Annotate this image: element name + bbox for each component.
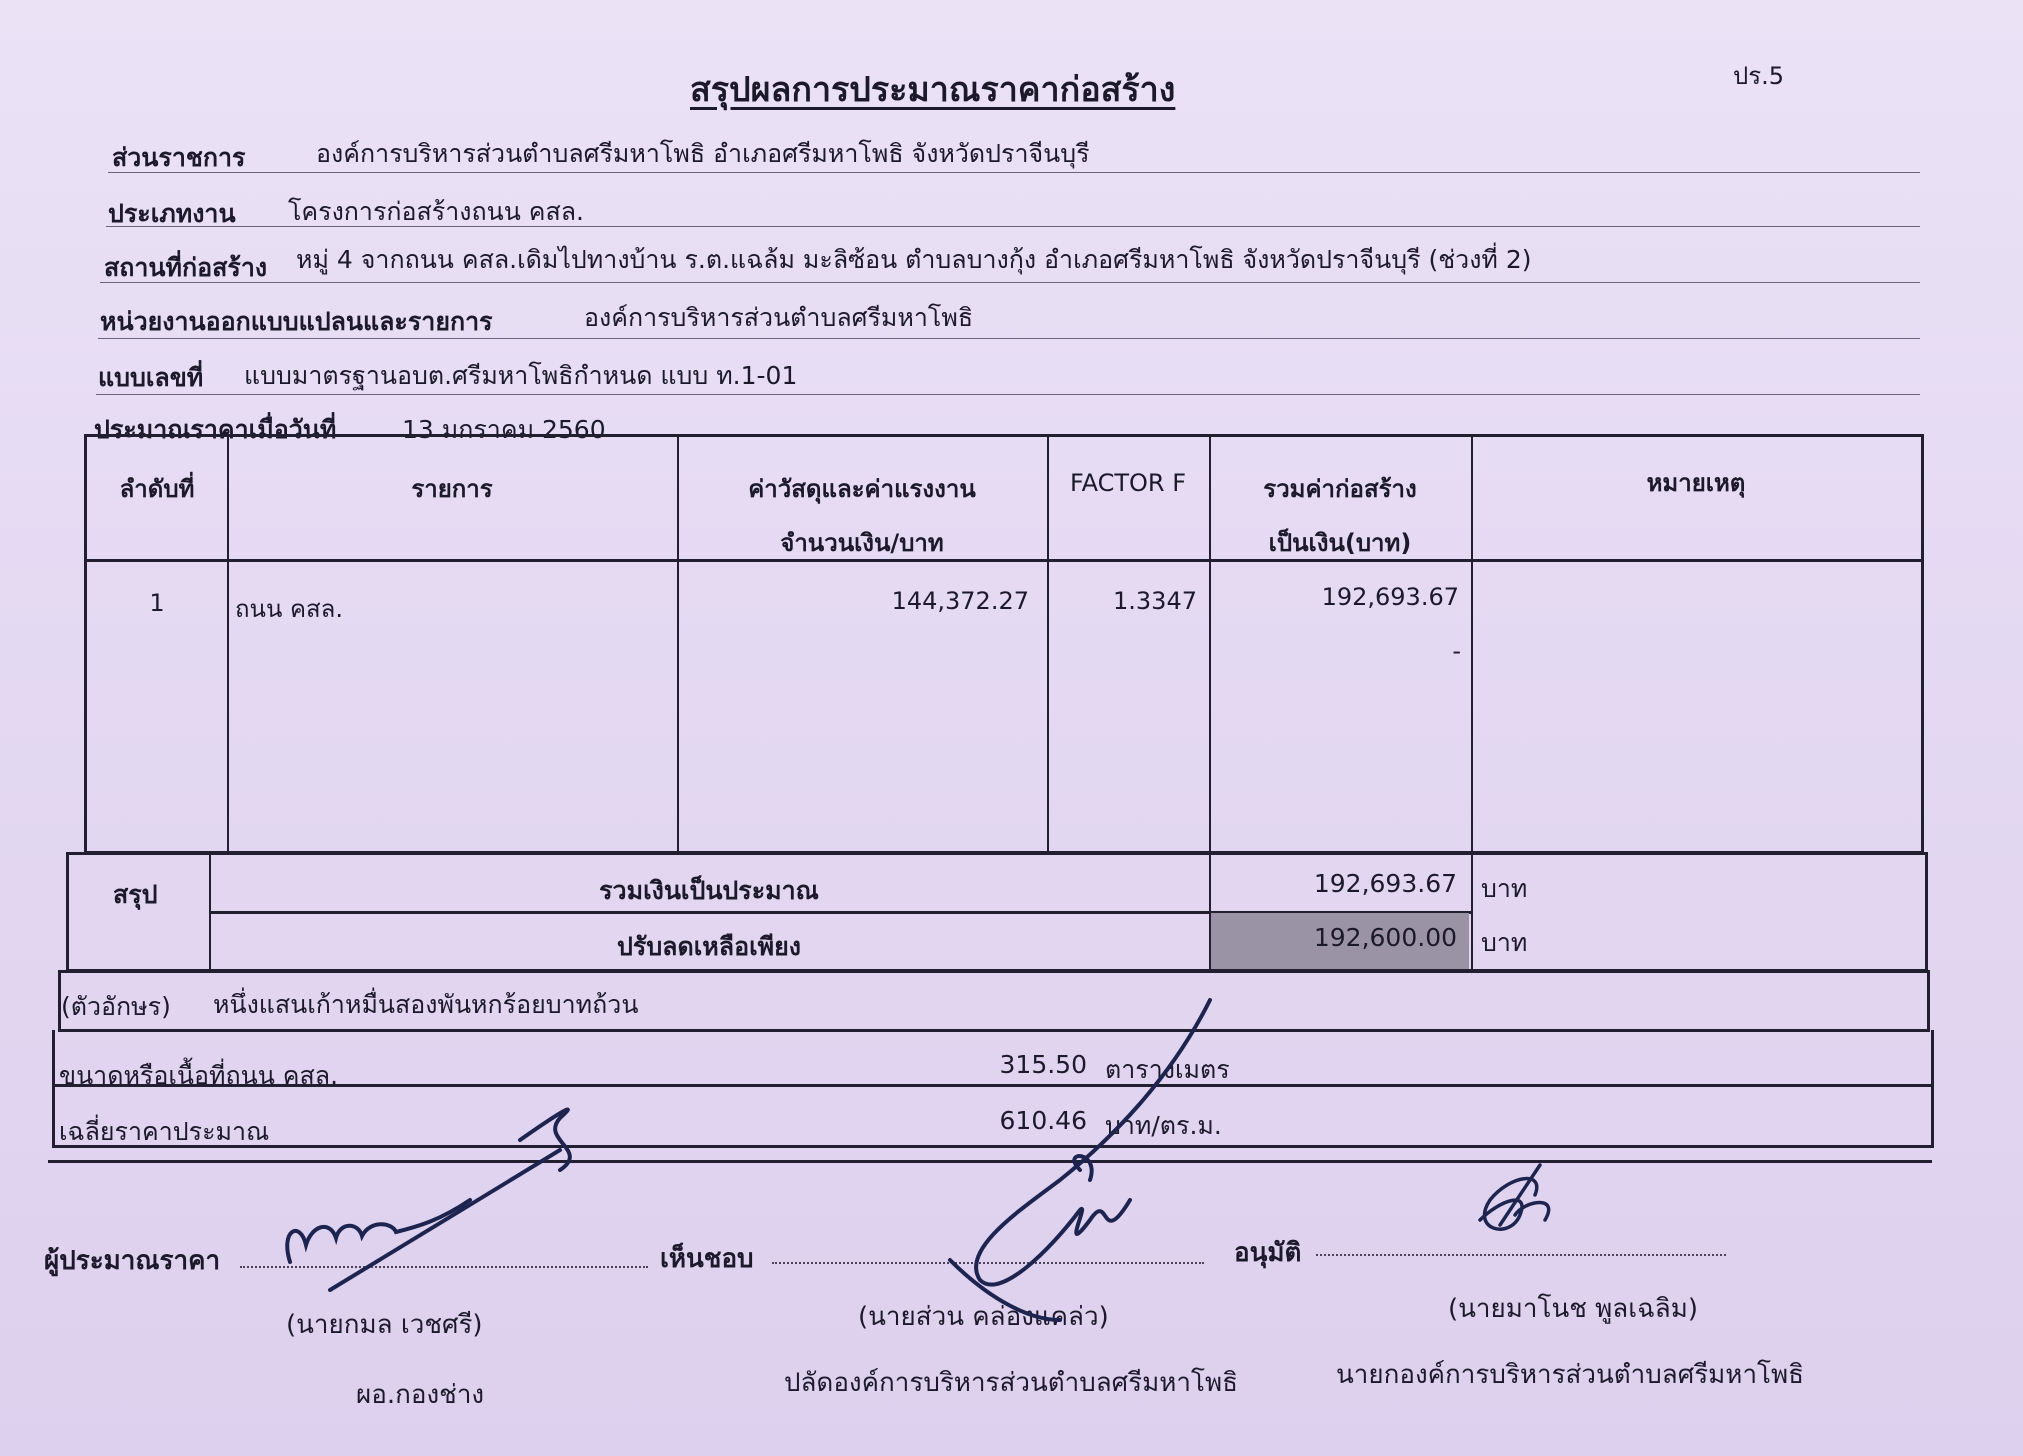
work-type-value: โครงการก่อสร้างถนน คสล. (288, 197, 584, 226)
summary-label: สรุป (113, 880, 158, 909)
area-label: ขนาดหรือเนื้อที่ถนน คสล. (59, 1061, 339, 1090)
average-unit: บาท/ตร.ม. (1105, 1111, 1222, 1140)
endorse-name: (นายส่วน คล่องแคล่ว) (858, 1302, 1109, 1332)
col-header-total-line1: รวมค่าก่อสร้าง (1263, 475, 1417, 503)
sum-value: 192,693.67 (1313, 869, 1457, 898)
average-label: เฉลี่ยราคาประมาณ (59, 1117, 270, 1146)
average-value: 610.46 (999, 1106, 1087, 1135)
estimate-date-value: 13 มกราคม 2560 (402, 415, 606, 444)
approve-signature-scribble (1480, 1165, 1549, 1229)
in-words-label: (ตัวอักษร) (61, 992, 171, 1021)
in-words-value: หนึ่งแสนเก้าหมื่นสองพันหกร้อยบาทถ้วน (213, 990, 639, 1019)
location-label: สถานที่ก่อสร้าง (104, 253, 268, 282)
sum-unit: บาท (1481, 874, 1528, 903)
row-seq: 1 (149, 589, 165, 617)
estimator-label: ผู้ประมาณราคา (44, 1246, 221, 1276)
agency-value: องค์การบริหารส่วนตำบลศรีมหาโพธิ อำเภอศรีมหาโพธิ จังหวัดปราจีนบุรี (316, 139, 1090, 168)
sum-label: รวมเงินเป็นประมาณ (599, 876, 819, 905)
col-header-item: รายการ (411, 475, 493, 503)
designer-value: องค์การบริหารส่วนตำบลศรีมหาโพธิ (584, 303, 974, 332)
location-value: หมู่ 4 จากถนน คสล.เดิมไปทางบ้าน ร.ต.แฉล้ม มะลิซ้อน ตำบลบางกุ้ง อำเภอศรีมหาโพธิ จังหวัดปราจีนบุรี (ช่วงที่ 2) (296, 245, 1532, 274)
endorse-label: เห็นชอบ (660, 1244, 754, 1274)
approve-name: (นายมาโนช พูลเฉลิม) (1448, 1294, 1699, 1324)
col-header-cost-line2: จำนวนเงิน/บาท (780, 529, 944, 557)
design-no-label: แบบเลขที่ (98, 363, 204, 392)
col-header-remark: หมายเหตุ (1646, 469, 1746, 497)
endorse-signature-scribble (950, 1000, 1210, 1320)
area-unit: ตารางเมตร (1105, 1055, 1230, 1084)
row-factor: 1.3347 (1113, 587, 1197, 615)
col-header-total-line2: เป็นเงิน(บาท) (1268, 529, 1412, 557)
reduced-unit: บาท (1481, 928, 1528, 957)
estimator-name: (นายกมล เวชศรี) (286, 1310, 483, 1340)
row-item: ถนน คสล. (235, 595, 344, 623)
col-header-factor: FACTOR F (1069, 469, 1186, 497)
form-code: ปร.5 (1733, 62, 1785, 90)
estimator-signature-scribble (287, 1109, 570, 1290)
row-cost: 144,372.27 (891, 587, 1029, 615)
col-header-cost-line1: ค่าวัสดุและค่าแรงงาน (748, 475, 976, 503)
design-no-value: แบบมาตรฐานอบต.ศรีมหาโพธิกำหนด แบบ ท.1-01 (244, 361, 798, 390)
col-header-seq: ลำดับที่ (119, 475, 195, 503)
estimator-title: ผอ.กองช่าง (356, 1380, 485, 1410)
row-total-sub: - (1452, 637, 1461, 665)
endorse-title: ปลัดองค์การบริหารส่วนตำบลศรีมหาโพธิ (784, 1368, 1238, 1398)
approve-label: อนุมัติ (1234, 1238, 1302, 1268)
row-total: 192,693.67 (1321, 583, 1459, 611)
agency-label: ส่วนราชการ (112, 143, 246, 172)
designer-label: หน่วยงานออกแบบแปลนและรายการ (100, 307, 493, 336)
approve-title: นายกองค์การบริหารส่วนตำบลศรีมหาโพธิ (1336, 1360, 1805, 1390)
estimate-date-label: ประมาณราคาเมื่อวันที่ (94, 415, 337, 444)
area-value: 315.50 (999, 1050, 1087, 1079)
document-title: สรุปผลการประมาณราคาก่อสร้าง (690, 70, 1176, 110)
reduced-label: ปรับลดเหลือเพียง (617, 932, 801, 961)
reduced-value: 192,600.00 (1313, 923, 1457, 952)
work-type-label: ประเภทงาน (108, 199, 236, 228)
